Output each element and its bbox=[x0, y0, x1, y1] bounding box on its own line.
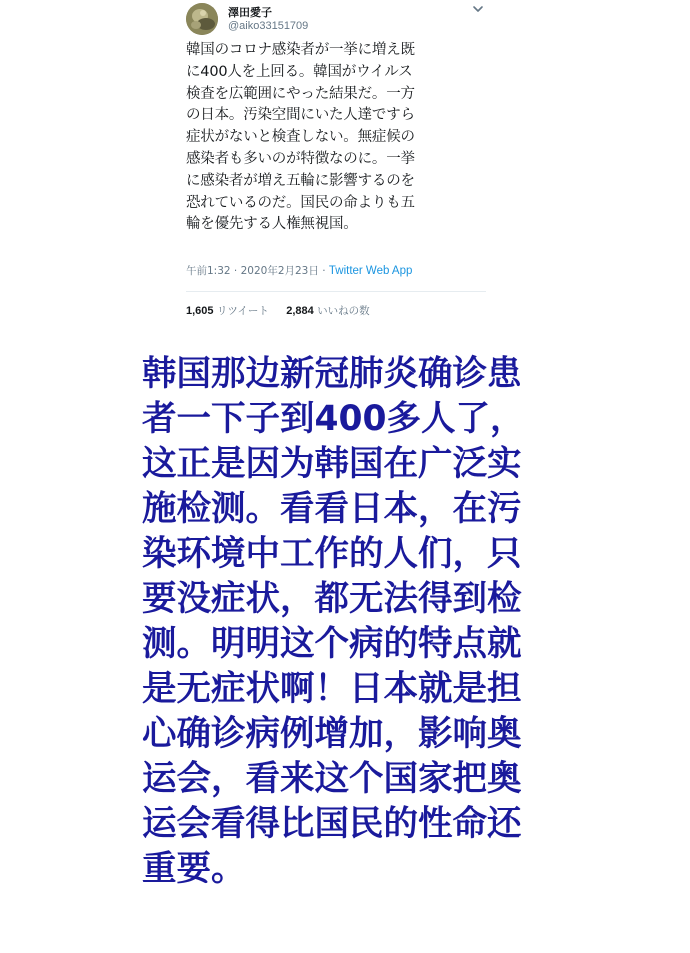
tweet-source-link[interactable]: Twitter Web App bbox=[328, 265, 413, 277]
tweet-meta bbox=[186, 263, 412, 278]
chinese-translation bbox=[142, 352, 582, 892]
tweet-text-line: に感染者が増え五輪に影響するのを bbox=[186, 172, 415, 189]
user-handle[interactable]: @aiko33151709 bbox=[228, 20, 309, 32]
translation-line: 是无症状啊！日本就是担 bbox=[142, 669, 522, 709]
translation-line: 要没症状，都无法得到检 bbox=[142, 579, 522, 619]
tweet-text-line: 恐れているのだ。国民の命よりも五 bbox=[186, 194, 415, 211]
translation-line: 染环境中工作的人们，只 bbox=[142, 534, 522, 574]
translation-line: 运会，看来这个国家把奥 bbox=[142, 759, 522, 799]
retweets-label: リツイート bbox=[216, 305, 269, 317]
tweet-text-line: の日本。汚染空間にいた人達ですら bbox=[186, 107, 415, 124]
translation-line: 这正是因为韩国在广泛实 bbox=[142, 444, 522, 484]
translation-line: 施检测。看看日本，在污 bbox=[142, 489, 522, 529]
translation-line: 心确诊病例增加，影响奥 bbox=[142, 714, 522, 754]
tweet-text-line: 感染者も多いのが特徴なのに。一挙 bbox=[186, 150, 415, 167]
tweet-text-line: 輪を優先する人権無視国。 bbox=[186, 216, 358, 233]
chevron-down-icon[interactable] bbox=[471, 2, 485, 16]
likes-label: いいねの数 bbox=[317, 305, 370, 317]
tweet-text-line: 検査を広範囲にやった結果だ。一方 bbox=[186, 85, 415, 102]
likes-stat[interactable] bbox=[286, 303, 369, 318]
retweets-count: 1,605 bbox=[186, 305, 214, 317]
translation-line: 韩国那边新冠肺炎确诊患 bbox=[142, 354, 522, 394]
likes-count: 2,884 bbox=[286, 305, 314, 317]
avatar[interactable] bbox=[186, 3, 218, 35]
divider bbox=[186, 291, 486, 292]
tweet-text-line: 韓国のコロナ感染者が一挙に増え既 bbox=[186, 42, 415, 58]
tweet-card bbox=[176, 0, 492, 330]
retweets-stat[interactable] bbox=[186, 303, 269, 318]
avatar-image bbox=[186, 3, 218, 35]
tweet-stats bbox=[186, 303, 384, 318]
tweet-text bbox=[186, 40, 486, 236]
translation-line: 者一下子到400多人了， bbox=[142, 399, 525, 439]
translation-line: 重要。 bbox=[142, 849, 246, 889]
tweet-text-line: に400人を上回る。韓国がウイルス bbox=[186, 63, 413, 80]
display-name[interactable]: 澤田愛子 bbox=[228, 6, 272, 19]
tweet-timestamp[interactable]: 午前1:32 · 2020年2月23日 · bbox=[186, 265, 326, 277]
translation-line: 测。明明这个病的特点就 bbox=[142, 624, 522, 664]
tweet-text-line: 症状がないと検査しない。無症候の bbox=[186, 129, 415, 146]
translation-line: 运会看得比国民的性命还 bbox=[142, 804, 522, 844]
